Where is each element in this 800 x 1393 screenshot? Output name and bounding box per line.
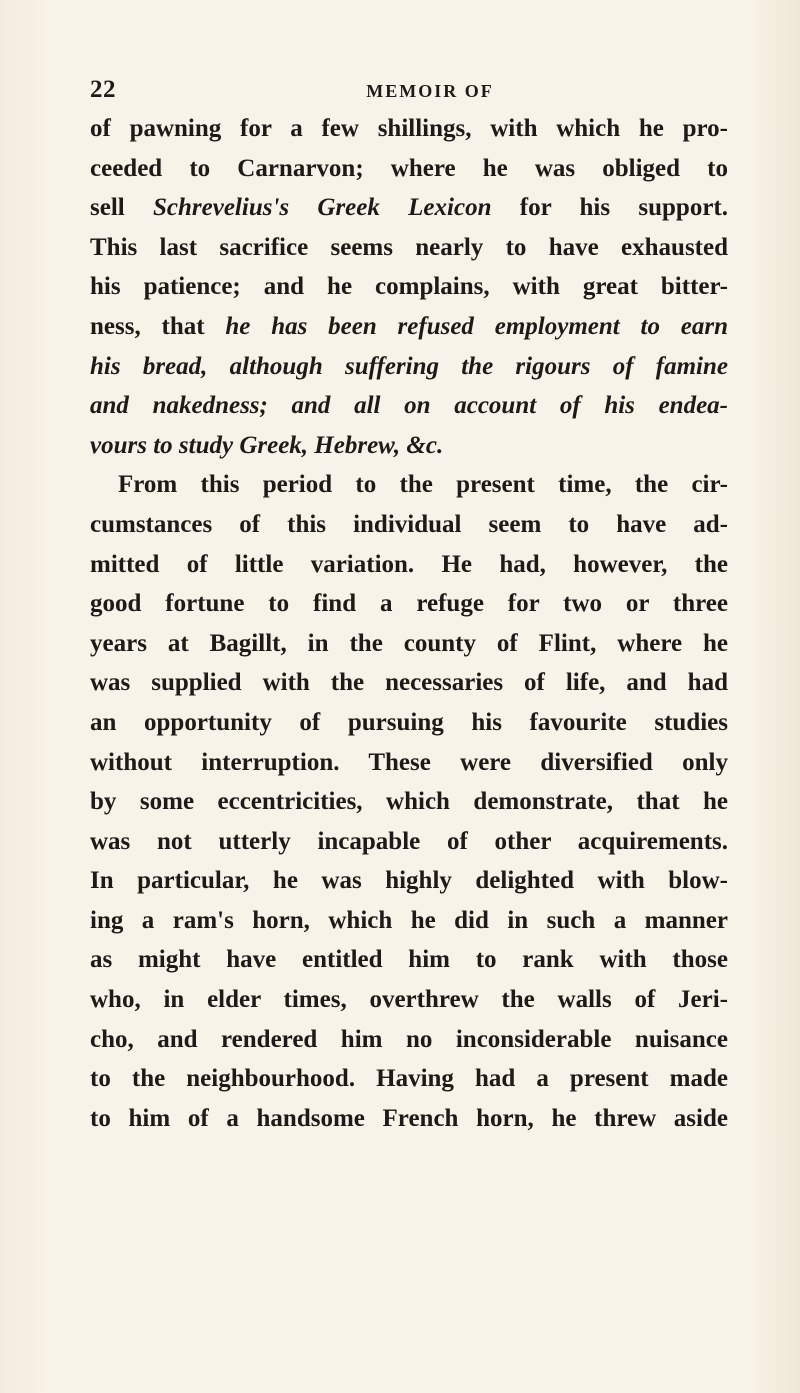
text-line <box>90 465 728 505</box>
text-line <box>90 505 728 545</box>
text-line <box>90 980 728 1020</box>
text-line <box>90 584 728 624</box>
text-segment: ceeded to Carnarvon; where he was obliged to <box>90 154 728 182</box>
text-line <box>90 822 728 862</box>
italic-text: Schrevelius's Greek Lexicon <box>153 194 492 222</box>
text-segment: as might have entitled him to rank with those <box>90 946 728 974</box>
page-number: 22 <box>90 76 116 103</box>
text-segment: to him of a handsome French horn, he threw aside <box>90 1104 728 1132</box>
text-line <box>90 743 728 783</box>
text-segment: was supplied with the necessaries of life, and had <box>90 669 728 697</box>
text-segment: ing a ram's horn, which he did in such a manner <box>90 906 728 934</box>
text-segment: without interruption. These were diversified only <box>90 748 728 776</box>
text-segment: This last sacrifice seems nearly to have exhausted <box>90 233 728 261</box>
text-line <box>90 1020 728 1060</box>
italic-text: vours to study Greek, Hebrew, &c. <box>90 431 444 459</box>
text-line <box>90 307 728 347</box>
text-line <box>90 386 728 426</box>
text-line <box>90 109 728 149</box>
text-line <box>90 782 728 822</box>
text-segment: was not utterly incapable of other acquirements. <box>90 827 728 855</box>
text-segment: to the neighbourhood. Having had a present made <box>90 1065 728 1093</box>
text-segment: an opportunity of pursuing his favourite studies <box>90 708 728 736</box>
text-line <box>90 703 728 743</box>
text-segment: for his support. <box>491 194 728 222</box>
text-segment: good fortune to find a refuge for two or three <box>90 590 728 618</box>
italic-text: he has been refused employment to earn <box>225 312 729 340</box>
text-line <box>90 188 728 228</box>
text-segment: by some eccentricities, which demonstrate, that he <box>90 788 728 816</box>
text-segment: who, in elder times, overthrew the walls of Jeri- <box>90 986 728 1014</box>
text-line <box>90 426 728 466</box>
text-segment: cumstances of this individual seem to have ad- <box>90 510 728 538</box>
italic-text: and nakedness; and all on account of his endea- <box>90 392 728 420</box>
italic-text: his bread, although suffering the rigours of famine <box>90 352 728 380</box>
text-segment: sell <box>90 194 153 222</box>
text-line <box>90 940 728 980</box>
text-line <box>90 545 728 585</box>
text-segment: ness, that <box>90 312 226 340</box>
text-line <box>90 861 728 901</box>
text-line <box>90 267 728 307</box>
text-line <box>90 1099 728 1139</box>
text-line <box>90 1059 728 1099</box>
text-line <box>90 901 728 941</box>
text-line <box>90 624 728 664</box>
running-head: MEMOIR OF <box>366 81 494 101</box>
text-line <box>90 149 728 189</box>
text-segment: of pawning for a few shillings, with which he pro- <box>90 115 728 142</box>
page-header <box>90 76 730 106</box>
text-segment: years at Bagillt, in the county of Flint, where he <box>90 629 728 657</box>
text-segment: From this period to the present time, the cir- <box>118 471 728 499</box>
text-segment: In particular, he was highly delighted with blow- <box>90 867 728 895</box>
text-segment: his patience; and he complains, with great bitter- <box>90 273 728 301</box>
text-segment: mitted of little variation. He had, however, the <box>90 550 728 578</box>
text-segment: cho, and rendered him no inconsiderable nuisance <box>90 1025 728 1053</box>
text-line <box>90 228 728 268</box>
body-text <box>90 109 728 1138</box>
text-line <box>90 347 728 387</box>
text-line <box>90 663 728 703</box>
